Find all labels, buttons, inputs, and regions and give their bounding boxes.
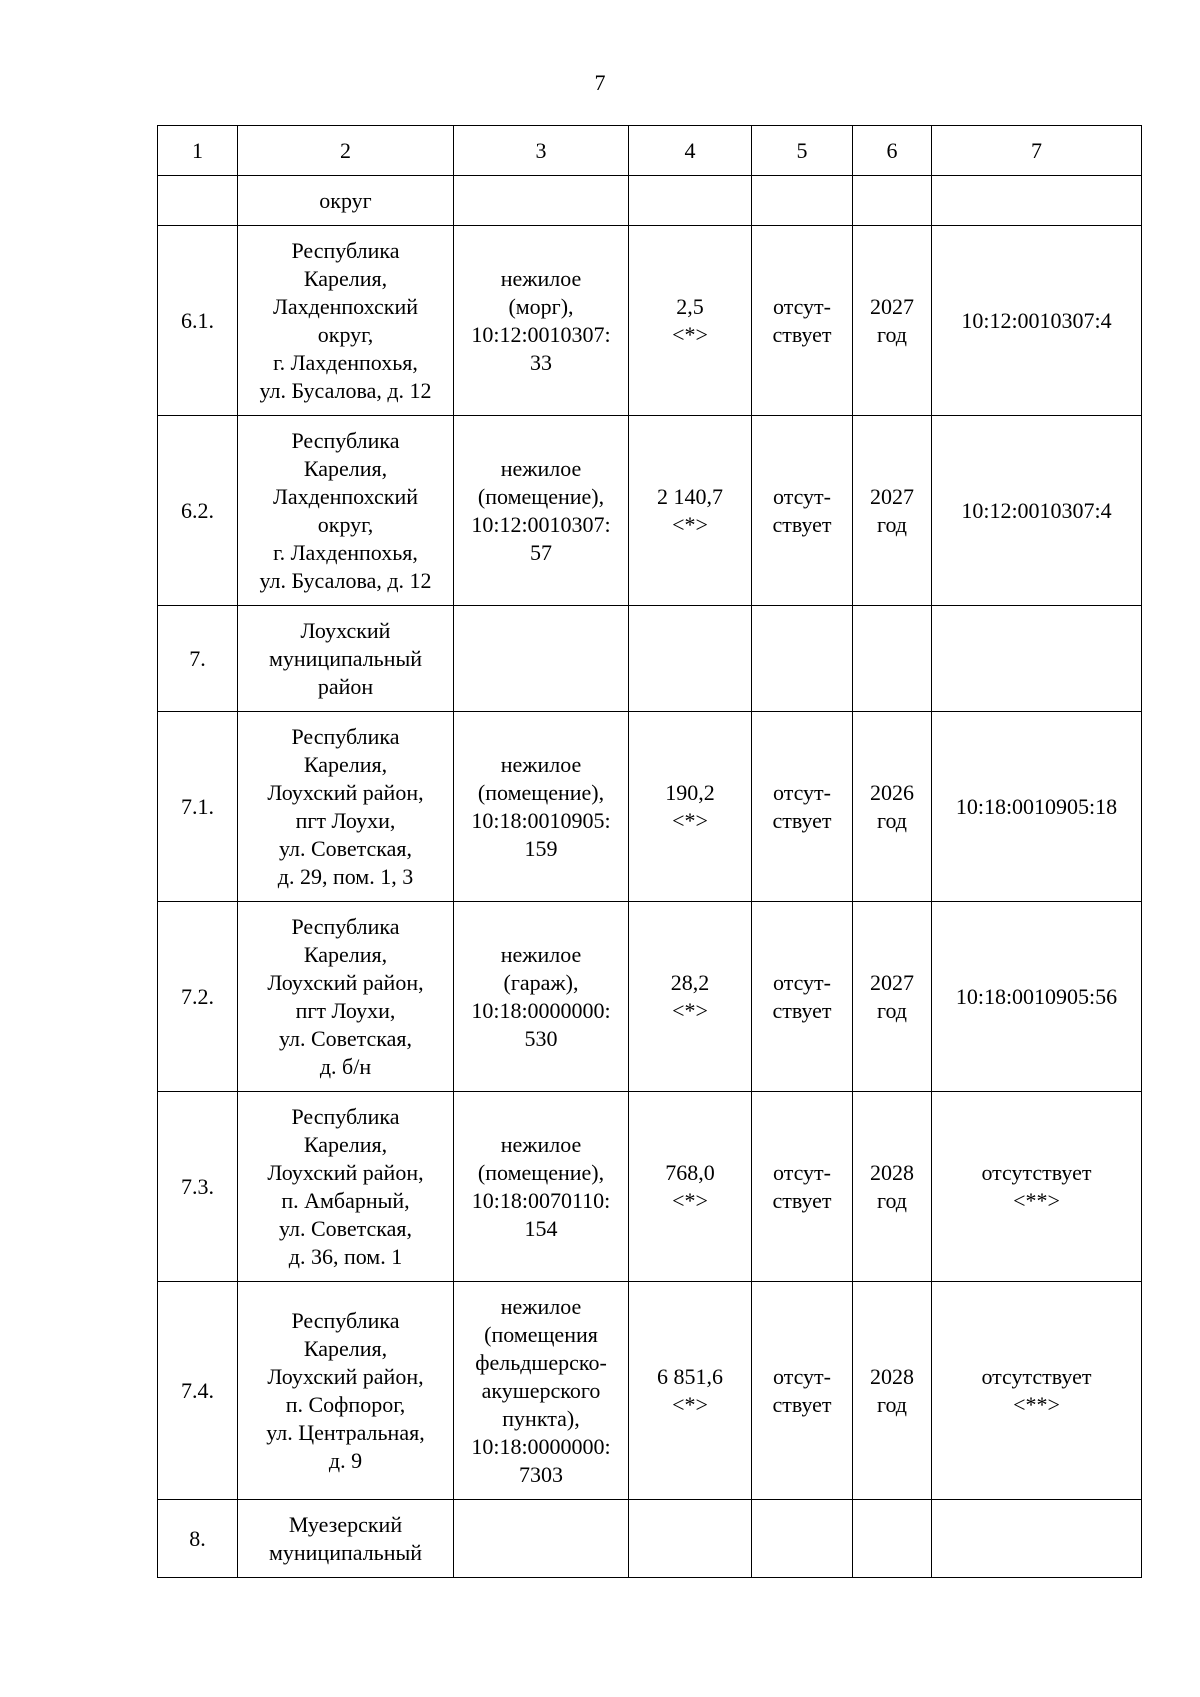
header-cell-4: 4: [629, 126, 752, 176]
cell-encumbrance: отсут- ствует: [752, 416, 853, 606]
cell-object-description: [454, 176, 629, 226]
cell-address: Республика Карелия, Лоухский район, пгт Лоухи, ул. Советская, д. 29, пом. 1, 3: [238, 712, 454, 902]
cell-row-number: 6.1.: [158, 226, 238, 416]
cell-land-cadastral-number: 10:12:0010307:4: [932, 416, 1142, 606]
header-cell-7: 7: [932, 126, 1142, 176]
cell-object-description: нежилое (помещение), 10:12:0010307: 57: [454, 416, 629, 606]
table-row: [158, 1092, 1142, 1282]
cell-area: 28,2 <*>: [629, 902, 752, 1092]
cell-row-number: 7.: [158, 606, 238, 712]
cell-address: округ: [238, 176, 454, 226]
cell-address: Республика Карелия, Лоухский район, пгт Лоухи, ул. Советская, д. б/н: [238, 902, 454, 1092]
cell-row-number: 7.4.: [158, 1282, 238, 1500]
cell-area: 190,2 <*>: [629, 712, 752, 902]
cell-object-description: [454, 1500, 629, 1578]
cell-area: 6 851,6 <*>: [629, 1282, 752, 1500]
cell-address: Муезерский муниципальный: [238, 1500, 454, 1578]
cell-address: Лоухский муниципальный район: [238, 606, 454, 712]
cell-area: [629, 606, 752, 712]
cell-row-number: 8.: [158, 1500, 238, 1578]
cell-year: 2028 год: [853, 1092, 932, 1282]
cell-object-description: нежилое (помещение), 10:18:0070110: 154: [454, 1092, 629, 1282]
table-row: [158, 902, 1142, 1092]
cell-land-cadastral-number: 10:18:0010905:18: [932, 712, 1142, 902]
cell-land-cadastral-number: [932, 176, 1142, 226]
cell-object-description: [454, 606, 629, 712]
cell-address: Республика Карелия, Лоухский район, п. Софпорог, ул. Центральная, д. 9: [238, 1282, 454, 1500]
cell-area: [629, 1500, 752, 1578]
header-cell-3: 3: [454, 126, 629, 176]
cell-land-cadastral-number: 10:12:0010307:4: [932, 226, 1142, 416]
cell-object-description: нежилое (морг), 10:12:0010307: 33: [454, 226, 629, 416]
cell-year: [853, 176, 932, 226]
cell-year: 2028 год: [853, 1282, 932, 1500]
cell-object-description: нежилое (помещение), 10:18:0010905: 159: [454, 712, 629, 902]
cell-encumbrance: отсут- ствует: [752, 1282, 853, 1500]
cell-land-cadastral-number: [932, 1500, 1142, 1578]
header-cell-1: 1: [158, 126, 238, 176]
cell-year: 2027 год: [853, 416, 932, 606]
cell-object-description: нежилое (помещения фельдшерско- акушерского пункта), 10:18:0000000: 7303: [454, 1282, 629, 1500]
table-row: [158, 712, 1142, 902]
cell-address: Республика Карелия, Лахденпохский округ, г. Лахденпохья, ул. Бусалова, д. 12: [238, 226, 454, 416]
table-row: [158, 606, 1142, 712]
cell-area: [629, 176, 752, 226]
cell-object-description: нежилое (гараж), 10:18:0000000: 530: [454, 902, 629, 1092]
property-table: [157, 125, 1142, 1578]
cell-encumbrance: [752, 1500, 853, 1578]
cell-address: Республика Карелия, Лоухский район, п. Амбарный, ул. Советская, д. 36, пом. 1: [238, 1092, 454, 1282]
table-row: [158, 1282, 1142, 1500]
cell-area: 2,5 <*>: [629, 226, 752, 416]
cell-year: [853, 606, 932, 712]
cell-address: Республика Карелия, Лахденпохский округ, г. Лахденпохья, ул. Бусалова, д. 12: [238, 416, 454, 606]
cell-row-number: 7.1.: [158, 712, 238, 902]
table-row: [158, 176, 1142, 226]
table-row: [158, 416, 1142, 606]
cell-year: [853, 1500, 932, 1578]
cell-row-number: [158, 176, 238, 226]
cell-encumbrance: [752, 176, 853, 226]
header-row: [158, 126, 1142, 176]
cell-land-cadastral-number: 10:18:0010905:56: [932, 902, 1142, 1092]
cell-area: 768,0 <*>: [629, 1092, 752, 1282]
cell-encumbrance: отсут- ствует: [752, 902, 853, 1092]
cell-encumbrance: отсут- ствует: [752, 712, 853, 902]
header-cell-5: 5: [752, 126, 853, 176]
header-cell-2: 2: [238, 126, 454, 176]
cell-row-number: 7.2.: [158, 902, 238, 1092]
cell-encumbrance: [752, 606, 853, 712]
cell-land-cadastral-number: [932, 606, 1142, 712]
cell-row-number: 7.3.: [158, 1092, 238, 1282]
cell-land-cadastral-number: отсутствует <**>: [932, 1282, 1142, 1500]
cell-encumbrance: отсут- ствует: [752, 1092, 853, 1282]
cell-year: 2027 год: [853, 226, 932, 416]
page-number: 7: [594, 70, 606, 95]
cell-year: 2027 год: [853, 902, 932, 1092]
table-row: [158, 226, 1142, 416]
table-row: [158, 1500, 1142, 1578]
header-cell-6: 6: [853, 126, 932, 176]
cell-year: 2026 год: [853, 712, 932, 902]
cell-land-cadastral-number: отсутствует <**>: [932, 1092, 1142, 1282]
cell-area: 2 140,7 <*>: [629, 416, 752, 606]
cell-encumbrance: отсут- ствует: [752, 226, 853, 416]
cell-row-number: 6.2.: [158, 416, 238, 606]
